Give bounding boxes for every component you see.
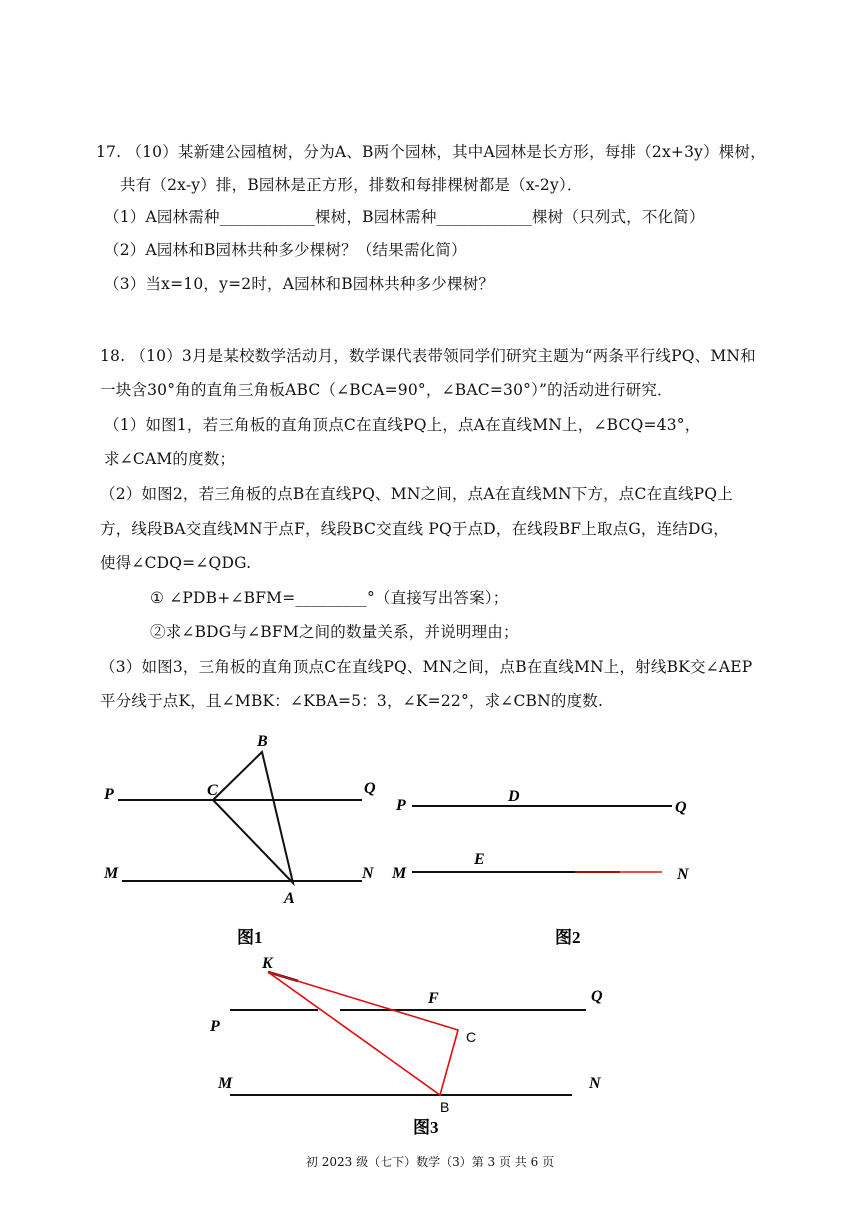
label-p-fig2: P [396,797,406,814]
triangle-abc-fig1 [213,752,293,883]
label-n-fig2: N [677,866,689,883]
caption-fig1: 图1 [237,928,263,947]
label-k-fig3: K [262,955,273,972]
problem18-q1-line2: 求∠CAM的度数； [104,450,236,468]
problem18-q3-line1: （3）如图3，三角板的直角顶点C在直线PQ、MN之间，点B在直线MN上，射线BK交∠AEP [100,658,753,676]
problem17-question1: （1）A园林需种____________棵树，B园林需种____________棵树（只列式，不化简） [104,208,705,226]
label-b-fig3: B [440,1099,450,1115]
figure-1 [103,733,376,947]
problem18-line1: 18. （10）3月是某校数学活动月，数学课代表带领同学们研究主题为“两条平行线PQ、MN和 [100,347,756,365]
problem18-q2-line2: 方，线段BA交直线MN于点F，线段BC交直线 PQ于点D，在线段BF上取点G，连结DG， [100,520,729,538]
problem18-q2-line1: （2）如图2，若三角板的点B在直线PQ、MN之间，点A在直线MN下方，点C在直线PQ上 [100,485,733,503]
problem18-q2-line3: 使得∠CDQ=∠QDG. [100,554,252,572]
label-m-fig1: M [104,865,119,882]
problem18-q1-line1: （1）如图1，若三角板的直角顶点C在直线PQ上，点A在直线MN上，∠BCQ=43°， [104,416,701,434]
label-q-fig2: Q [675,799,687,816]
label-p-fig3: P [210,1018,220,1035]
problem17-line2: 共有（2x-y）排，B园林是正方形，排数和每排棵树都是（x-2y）． [120,176,583,194]
label-q-fig1: Q [364,780,376,797]
label-e-fig2: E [474,851,485,868]
label-b-fig1: B [257,733,268,750]
label-n-fig3: N [589,1075,601,1092]
label-p-fig1: P [104,786,114,803]
problem17-line1: 17. （10）某新建公园植树，分为A、B两个园林，其中A园林是长方形，每排（2x+3y）棵树， [96,143,766,161]
page-footer: 初 2023 级（七下）数学（3）第 3 页 共 6 页 [305,1155,555,1169]
problem17-question3: （3）当x=10，y=2时，A园林和B园林共种多少棵树？ [104,275,495,293]
caption-fig3: 图3 [413,1118,439,1137]
label-c-fig1: C [207,782,218,799]
problem18-q2-part1: ① ∠PDB+∠BFM=_________°（直接写出答案）； [150,589,509,607]
label-a-fig1: A [284,890,295,907]
problem17-question2: （2）A园林和B园林共种多少棵树？（结果需化简） [104,241,467,259]
label-n-fig1: N [362,865,374,882]
figure-3 [209,955,603,1137]
problem18-q3-line2: 平分线于点K，且∠MBK：∠KBA=5：3，∠K=22°，求∠CBN的度数. [100,692,604,710]
figure-2 [391,788,690,947]
label-d-fig2: D [508,788,520,805]
label-q-fig3: Q [591,988,603,1005]
problem18-line2: 一块含30°角的直角三角板ABC（∠BCA=90°，∠BAC=30°）”的活动进行研究． [100,381,673,399]
label-f-fig3: F [428,990,439,1007]
caption-fig2: 图2 [555,928,581,947]
problem18-q2-part2: ②求∠BDG与∠BFM之间的数量关系，并说明理由； [150,623,519,641]
label-m-fig3: M [218,1075,233,1092]
label-m-fig2: M [392,865,407,882]
label-c-fig3: C [466,1029,477,1045]
